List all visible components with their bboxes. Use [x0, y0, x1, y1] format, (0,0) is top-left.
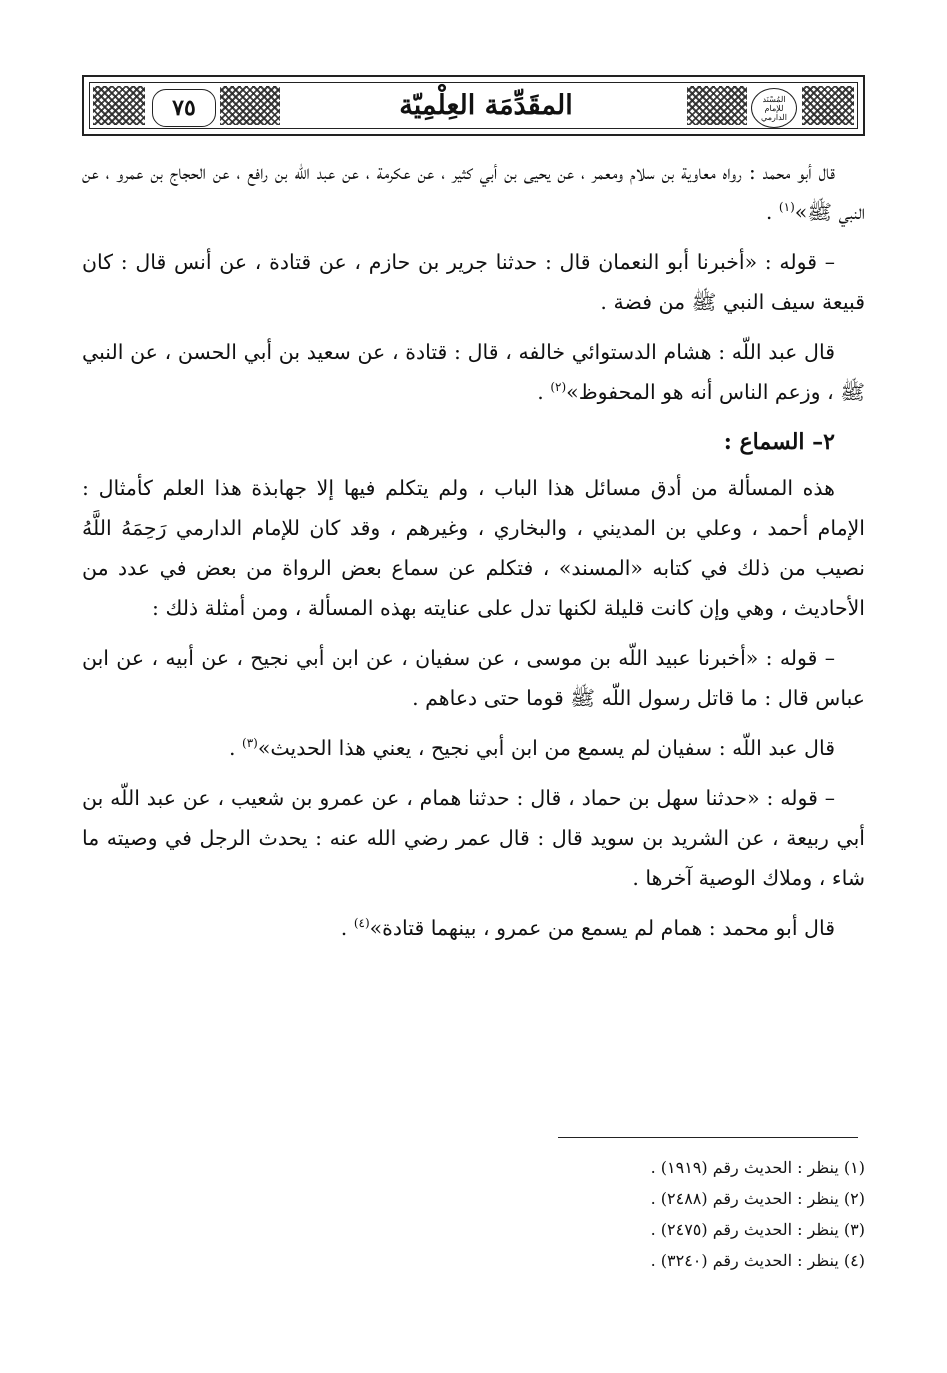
footnote-ref-2: (٢) — [550, 380, 567, 395]
paragraph-2: – قوله : «أخبرنا أبو النعمان قال : حدثنا جرير بن حازم ، عن قتادة ، عن أنس قال : كان قبيعة سيف النبي ﷺ من فضة . — [82, 250, 865, 314]
main-text — [82, 152, 865, 958]
running-title: المقَدِّمَة العِلْمِيّة — [290, 83, 682, 128]
ornament-left-outer — [93, 86, 145, 125]
paragraph-7: – قوله : «حدثنا سهل بن حماد ، قال : حدثنا همام ، عن عمرو بن شعيب ، عن عبد اللّه بن أبي ربيعة ، عن الشريد بن سويد قال : قال عمر رضي الله عنه : يحدث الرجل في وصيته ما شاء ، وملاك الوصية آخرها . — [82, 786, 865, 890]
paragraph-3: قال عبد اللّه : هشام الدستوائي خالفه ، قال : قتادة ، عن سعيد بن أبي الحسن ، عن النبي ﷺ ، وزعم الناس أنه هو المحفوظ»$^{(٢)}$ . — [82, 340, 865, 404]
footnote-1: (١) ينظر : الحديث رقم (١٩١٩) . — [650, 1158, 865, 1177]
footnote-ref-3: (٣) — [242, 736, 258, 751]
paragraph-4: هذه المسألة من أدق مسائل هذا الباب ، ولم يتكلم فيها إلا جهابذة هذا العلم كأمثال : الإمام أحمد ، وعلي بن المديني ، والبخاري ، وغيرهم ، وقد كان للإمام الدارمي رَحِمَهُ اللَّهُ نصيب من ذلك في كتابه «المسند» ، فتكلم عن سماع بعض الرواة من بعض في عدد من الأحاديث ، وهي وإن كانت قليلة لكنها تدل على عنايته بهذه المسألة ، ومن أمثلة ذلك : — [82, 476, 865, 620]
header-frame — [89, 82, 858, 129]
footnote-2: (٢) ينظر : الحديث رقم (٢٤٨٨) . — [650, 1189, 865, 1208]
footnote-4: (٤) ينظر : الحديث رقم (٣٢٤٠) . — [650, 1251, 865, 1270]
paragraph-5: – قوله : «أخبرنا عبيد اللّه بن موسى ، عن سفيان ، عن ابن أبي نجيح ، عن أبيه ، عن ابن عباس قال : ما قاتل رسول اللّه ﷺ قوما حتى دعاهم . — [82, 646, 865, 710]
footnote-separator — [558, 1137, 858, 1138]
book-logo: المُسْنَد للإمام الدارمي — [751, 88, 797, 128]
footnote-3: (٣) ينظر : الحديث رقم (٢٤٧٥) . — [650, 1220, 865, 1239]
page-number: ٧٥ — [152, 89, 216, 127]
paragraph-8: قال أبو محمد : همام لم يسمع من عمرو ، بينهما قتادة»$^{(٤)}$ . — [340, 916, 835, 940]
footnote-ref-1: (١) — [778, 200, 795, 215]
footnote-ref-4: (٤) — [353, 916, 370, 931]
ornament-right-outer — [802, 86, 854, 125]
paragraph-6: قال عبد اللّه : سفيان لم يسمع من ابن أبي نجيح ، يعني هذا الحديث»$^{(٣)}$ . — [228, 736, 835, 760]
page-header — [82, 75, 865, 136]
ornament-right-inner — [687, 86, 747, 125]
ornament-left-inner — [220, 86, 280, 125]
footnotes — [445, 1152, 865, 1276]
section-heading: ٢– السماع : — [723, 429, 835, 455]
paragraph-1: قال أبو محمد : رواه معاوية بن سلام ومعمر ، عن يحيى بن أبي كثير ، عن عكرمة ، عن عبد اللّه بن رافع ، عن الحجاج بن عمرو ، عن النبي ﷺ»$^{(١)}$ . — [82, 160, 865, 224]
